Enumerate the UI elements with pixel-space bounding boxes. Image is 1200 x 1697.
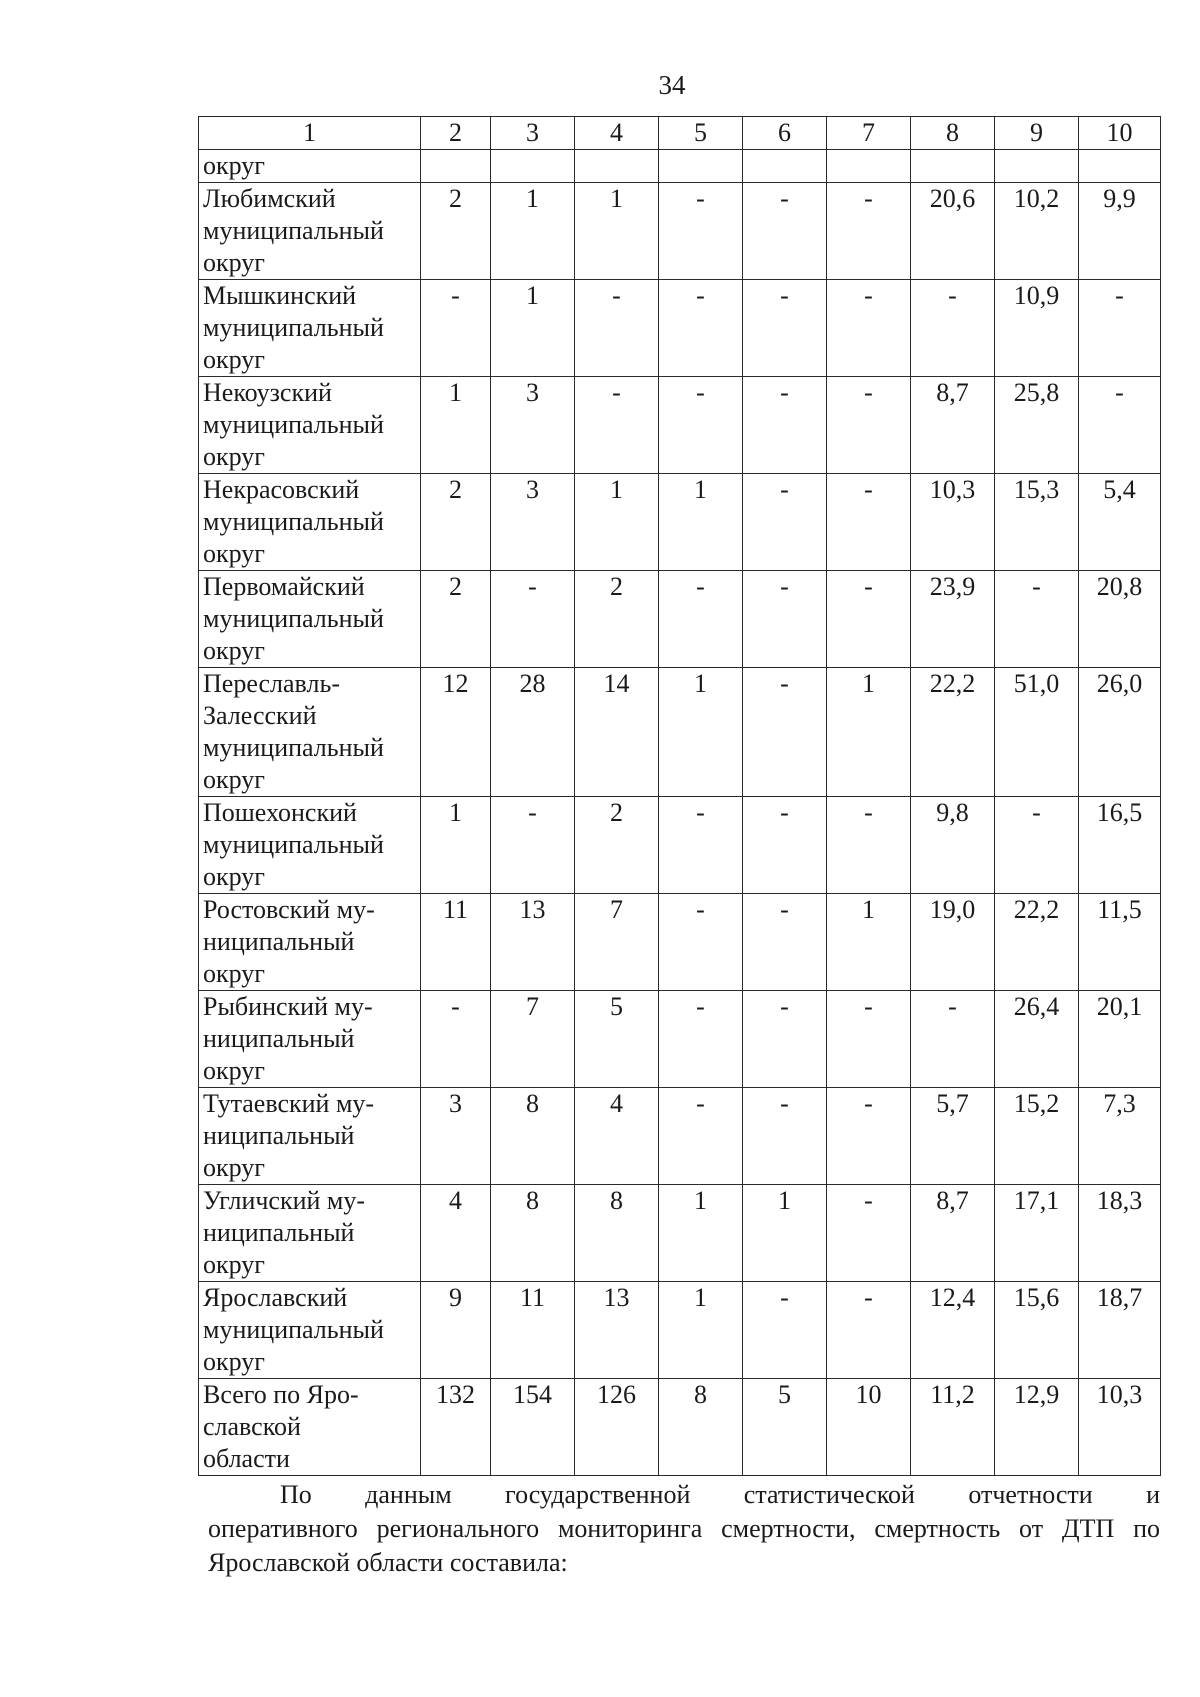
value-cell: 5,7 xyxy=(911,1088,995,1185)
value-cell: 28 xyxy=(491,668,575,797)
row-name-line: Некрасовский xyxy=(203,475,360,504)
value-cell: 1 xyxy=(659,474,743,571)
value-cell: 1 xyxy=(421,797,491,894)
row-name-line: Всего по Яро- xyxy=(203,1380,359,1409)
value-cell: 10,9 xyxy=(995,280,1079,377)
value-cell: 7,3 xyxy=(1079,1088,1161,1185)
table-row xyxy=(199,797,1161,894)
value-cell: 1 xyxy=(659,1282,743,1379)
table-row xyxy=(199,571,1161,668)
row-name-line: округ xyxy=(203,959,265,988)
value-cell: 15,2 xyxy=(995,1088,1079,1185)
value-cell: - xyxy=(827,1185,911,1282)
value-cell: 8 xyxy=(659,1379,743,1476)
value-cell: - xyxy=(1079,280,1161,377)
table-row xyxy=(199,183,1161,280)
row-name-line: муниципальный xyxy=(203,507,384,536)
value-cell: - xyxy=(995,797,1079,894)
row-name-cell xyxy=(199,1185,421,1282)
value-cell: 2 xyxy=(421,571,491,668)
value-cell: - xyxy=(743,668,827,797)
value-cell: 26,4 xyxy=(995,991,1079,1088)
table-row xyxy=(199,474,1161,571)
row-name-line: Мышкинский xyxy=(203,281,357,310)
row-name-cell xyxy=(199,1088,421,1185)
value-cell: 1 xyxy=(421,377,491,474)
value-cell: 1 xyxy=(491,280,575,377)
paragraph-rest: оперативного регионального мониторинга смертности, смертность от ДТП по Ярославской области составила: xyxy=(208,1514,1160,1577)
table-row xyxy=(199,894,1161,991)
value-cell: 4 xyxy=(575,1088,659,1185)
value-cell: 51,0 xyxy=(995,668,1079,797)
table-row xyxy=(199,280,1161,377)
table-row xyxy=(199,377,1161,474)
value-cell: 3 xyxy=(491,474,575,571)
value-cell: 11 xyxy=(491,1282,575,1379)
row-name-cell xyxy=(199,183,421,280)
header-cell: 5 xyxy=(659,117,743,150)
value-cell: - xyxy=(743,183,827,280)
row-name-line: округ xyxy=(203,1347,265,1376)
value-cell: 3 xyxy=(421,1088,491,1185)
value-cell: 18,7 xyxy=(1079,1282,1161,1379)
value-cell: 154 xyxy=(491,1379,575,1476)
value-cell: - xyxy=(827,797,911,894)
value-cell: 13 xyxy=(491,894,575,991)
value-cell: - xyxy=(575,280,659,377)
row-name-line: округ xyxy=(203,248,265,277)
value-cell xyxy=(1079,150,1161,183)
row-name-line: области xyxy=(203,1444,290,1473)
row-name-line: ниципальный xyxy=(203,1218,355,1247)
value-cell: 9 xyxy=(421,1282,491,1379)
value-cell: - xyxy=(743,797,827,894)
value-cell: 23,9 xyxy=(911,571,995,668)
value-cell: 2 xyxy=(575,797,659,894)
value-cell: 1 xyxy=(659,668,743,797)
row-name-line: Рыбинский му- xyxy=(203,992,373,1021)
value-cell: - xyxy=(491,571,575,668)
row-name-line: муниципальный xyxy=(203,733,384,762)
value-cell: - xyxy=(743,280,827,377)
value-cell: 22,2 xyxy=(911,668,995,797)
paragraph-first-line: По данным государственной статистической отчетности и xyxy=(280,1480,1160,1509)
row-name-line: муниципальный xyxy=(203,313,384,342)
row-name-line: ниципальный xyxy=(203,1024,355,1053)
statistics-table xyxy=(198,116,1161,1476)
row-name-line: округ xyxy=(203,1250,265,1279)
value-cell: 15,3 xyxy=(995,474,1079,571)
row-name-cell: округ xyxy=(199,150,421,183)
row-name-line: Ярославский xyxy=(203,1283,348,1312)
row-name-line: Угличский му- xyxy=(203,1186,366,1215)
header-cell: 2 xyxy=(421,117,491,150)
value-cell: 132 xyxy=(421,1379,491,1476)
row-name-cell xyxy=(199,1379,421,1476)
header-row xyxy=(199,117,1161,150)
value-cell: - xyxy=(995,571,1079,668)
row-name-line: муниципальный xyxy=(203,604,384,633)
value-cell: - xyxy=(827,1282,911,1379)
value-cell: - xyxy=(911,280,995,377)
value-cell: 5 xyxy=(575,991,659,1088)
row-name-line: ниципальный xyxy=(203,927,355,956)
value-cell: 1 xyxy=(575,183,659,280)
row-name-line: округ xyxy=(203,442,265,471)
value-cell: - xyxy=(743,1088,827,1185)
row-name-line: ниципальный xyxy=(203,1121,355,1150)
value-cell: - xyxy=(743,894,827,991)
value-cell: 10,3 xyxy=(1079,1379,1161,1476)
value-cell: 8 xyxy=(491,1088,575,1185)
value-cell: 9,9 xyxy=(1079,183,1161,280)
row-name-line: славской xyxy=(203,1412,301,1441)
table-row xyxy=(199,1282,1161,1379)
value-cell: 20,8 xyxy=(1079,571,1161,668)
value-cell: - xyxy=(491,797,575,894)
value-cell: 1 xyxy=(827,668,911,797)
value-cell: 126 xyxy=(575,1379,659,1476)
value-cell: 10 xyxy=(827,1379,911,1476)
row-name-cell xyxy=(199,668,421,797)
value-cell: 8,7 xyxy=(911,377,995,474)
value-cell: - xyxy=(827,1088,911,1185)
value-cell: - xyxy=(659,571,743,668)
table-row xyxy=(199,991,1161,1088)
value-cell: 25,8 xyxy=(995,377,1079,474)
header-cell: 1 xyxy=(199,117,421,150)
header-cell: 4 xyxy=(575,117,659,150)
row-name-line: муниципальный xyxy=(203,410,384,439)
value-cell: - xyxy=(659,991,743,1088)
value-cell: - xyxy=(827,571,911,668)
value-cell: 22,2 xyxy=(995,894,1079,991)
header-cell: 8 xyxy=(911,117,995,150)
body-paragraph xyxy=(208,1478,1160,1580)
value-cell: 13 xyxy=(575,1282,659,1379)
row-name-line: Пошехонский xyxy=(203,798,357,827)
value-cell: 1 xyxy=(575,474,659,571)
value-cell xyxy=(743,150,827,183)
value-cell: 1 xyxy=(743,1185,827,1282)
value-cell xyxy=(575,150,659,183)
value-cell: 11 xyxy=(421,894,491,991)
value-cell: - xyxy=(421,991,491,1088)
value-cell xyxy=(421,150,491,183)
value-cell: - xyxy=(659,183,743,280)
row-name-line: Первомайский xyxy=(203,572,365,601)
row-name-line: округ xyxy=(203,765,265,794)
header-cell: 9 xyxy=(995,117,1079,150)
row-name-cell xyxy=(199,991,421,1088)
row-name-line: Залесский xyxy=(203,701,317,730)
row-name-cell xyxy=(199,797,421,894)
value-cell: 10,3 xyxy=(911,474,995,571)
row-name-line: муниципальный xyxy=(203,1315,384,1344)
row-name-cell xyxy=(199,474,421,571)
row-name-cell xyxy=(199,571,421,668)
value-cell: - xyxy=(659,280,743,377)
value-cell: - xyxy=(659,1088,743,1185)
continuation-row xyxy=(199,150,1161,183)
page-number: 34 xyxy=(658,70,686,100)
value-cell: 5 xyxy=(743,1379,827,1476)
value-cell: 8 xyxy=(491,1185,575,1282)
value-cell: 3 xyxy=(491,377,575,474)
value-cell: 8,7 xyxy=(911,1185,995,1282)
value-cell: 20,6 xyxy=(911,183,995,280)
value-cell: 1 xyxy=(491,183,575,280)
row-name-line: Любимский xyxy=(203,184,336,213)
row-name-line: Переславль- xyxy=(203,669,340,698)
row-name-cell xyxy=(199,280,421,377)
value-cell: 4 xyxy=(421,1185,491,1282)
value-cell: 7 xyxy=(491,991,575,1088)
value-cell: - xyxy=(743,571,827,668)
value-cell: - xyxy=(827,377,911,474)
value-cell: - xyxy=(575,377,659,474)
value-cell: 8 xyxy=(575,1185,659,1282)
value-cell: - xyxy=(911,991,995,1088)
value-cell: - xyxy=(743,1282,827,1379)
header-cell: 3 xyxy=(491,117,575,150)
row-name-line: Ростовский му- xyxy=(203,895,375,924)
row-name-cell xyxy=(199,894,421,991)
value-cell xyxy=(827,150,911,183)
value-cell: 20,1 xyxy=(1079,991,1161,1088)
value-cell: 16,5 xyxy=(1079,797,1161,894)
header-cell: 6 xyxy=(743,117,827,150)
row-name-line: округ xyxy=(203,862,265,891)
value-cell: 2 xyxy=(421,183,491,280)
value-cell xyxy=(659,150,743,183)
value-cell: - xyxy=(659,377,743,474)
value-cell: 12 xyxy=(421,668,491,797)
value-cell: - xyxy=(827,474,911,571)
value-cell: 2 xyxy=(421,474,491,571)
value-cell: 1 xyxy=(827,894,911,991)
row-name-line: муниципальный xyxy=(203,216,384,245)
table-row xyxy=(199,1185,1161,1282)
value-cell: 17,1 xyxy=(995,1185,1079,1282)
row-name-line: муниципальный xyxy=(203,830,384,859)
value-cell: 2 xyxy=(575,571,659,668)
value-cell: 11,2 xyxy=(911,1379,995,1476)
value-cell: - xyxy=(827,183,911,280)
value-cell: 5,4 xyxy=(1079,474,1161,571)
row-name-line: округ xyxy=(203,1153,265,1182)
value-cell: 9,8 xyxy=(911,797,995,894)
row-name-cell xyxy=(199,377,421,474)
row-name-line: округ xyxy=(203,539,265,568)
value-cell: 11,5 xyxy=(1079,894,1161,991)
value-cell: 1 xyxy=(659,1185,743,1282)
value-cell: 12,4 xyxy=(911,1282,995,1379)
value-cell: 12,9 xyxy=(995,1379,1079,1476)
value-cell xyxy=(491,150,575,183)
value-cell: - xyxy=(743,377,827,474)
value-cell: - xyxy=(827,991,911,1088)
value-cell: - xyxy=(1079,377,1161,474)
table-row xyxy=(199,1379,1161,1476)
value-cell: 18,3 xyxy=(1079,1185,1161,1282)
row-name-line: Тутаевский му- xyxy=(203,1089,375,1118)
header-cell: 7 xyxy=(827,117,911,150)
table-row xyxy=(199,1088,1161,1185)
table-row xyxy=(199,668,1161,797)
row-name-line: Некоузский xyxy=(203,378,332,407)
value-cell: 14 xyxy=(575,668,659,797)
value-cell: 10,2 xyxy=(995,183,1079,280)
value-cell: - xyxy=(743,991,827,1088)
row-name-line: округ xyxy=(203,636,265,665)
table-body xyxy=(199,117,1161,1476)
header-cell: 10 xyxy=(1079,117,1161,150)
value-cell: 7 xyxy=(575,894,659,991)
row-name-line: округ xyxy=(203,1056,265,1085)
value-cell: 26,0 xyxy=(1079,668,1161,797)
row-name-cell xyxy=(199,1282,421,1379)
value-cell: - xyxy=(743,474,827,571)
value-cell: - xyxy=(659,797,743,894)
value-cell: - xyxy=(421,280,491,377)
value-cell: 15,6 xyxy=(995,1282,1079,1379)
value-cell xyxy=(995,150,1079,183)
value-cell: - xyxy=(827,280,911,377)
value-cell: 19,0 xyxy=(911,894,995,991)
value-cell: - xyxy=(659,894,743,991)
value-cell xyxy=(911,150,995,183)
row-name-line: округ xyxy=(203,345,265,374)
